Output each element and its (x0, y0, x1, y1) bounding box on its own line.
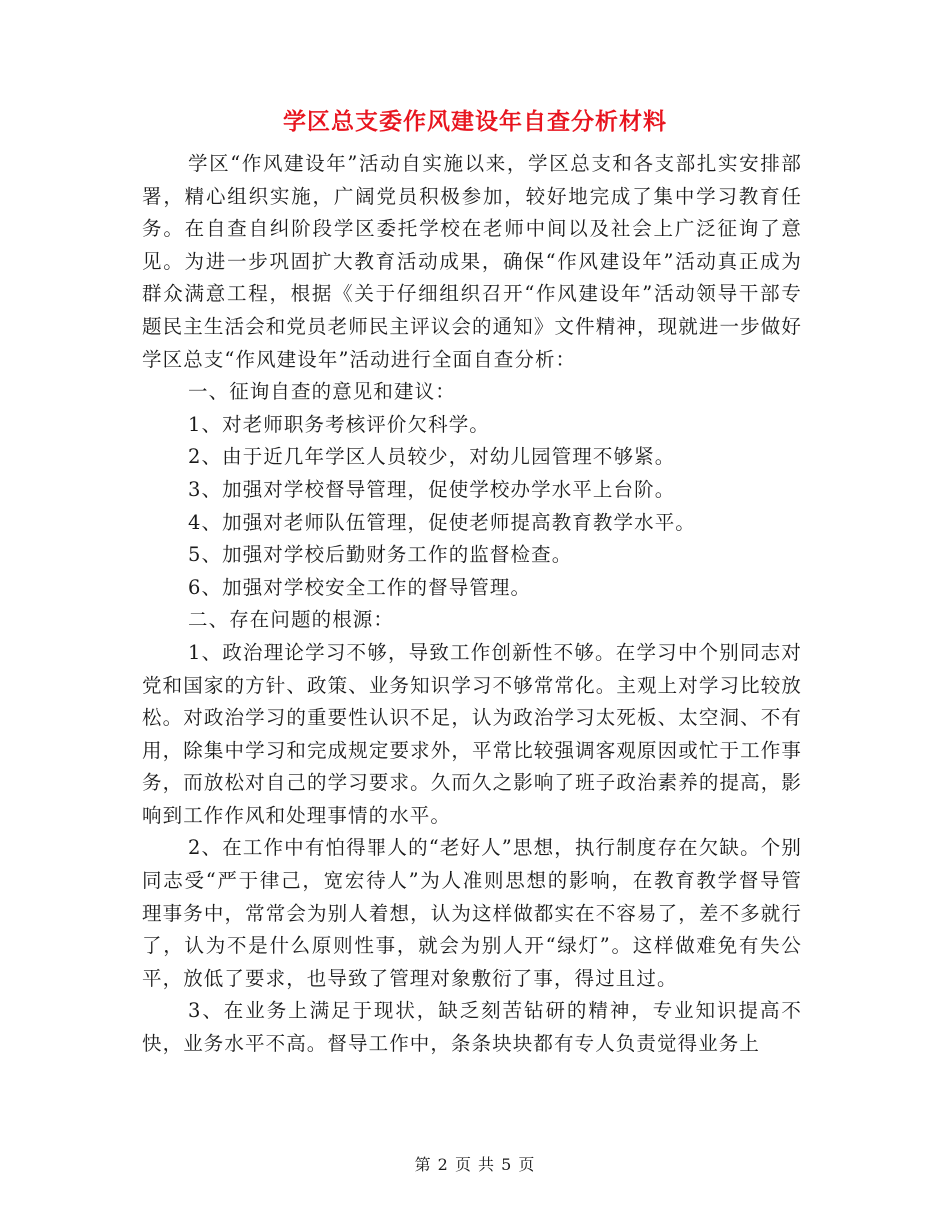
list-item: 3、加强对学校督导管理，促使学校办学水平上台阶。 (188, 477, 676, 501)
body-paragraph: 1、政治理论学习不够，导致工作创新性不够。在学习中个别同志对党和国家的方针、政策、业务知识学习不够常常化。主观上对学习比较放松。对政治学习的重要性认识不足，认为政治学习太死板、太空洞、不有用，除集中学习和完成规定要求外，平常比较强调客观原因或忙于工作事务，而放松对自己的学习要求。久而久之影响了班子政治素养的提高，影响到工作作风和处理事情的水平。 (142, 640, 802, 827)
list-item: 6、加强对学校安全工作的督导管理。 (188, 575, 532, 599)
list-item: 4、加强对老师队伍管理，促使老师提高教育教学水平。 (188, 510, 696, 534)
section-heading-1: 一、征询自查的意见和建议： (188, 380, 456, 404)
intro-paragraph: 学区“作风建设年”活动自实施以来，学区总支和各支部扎实安排部署，精心组织实施，广阔党员积极参加，较好地完成了集中学习教育任务。在自查自纠阶段学区委托学校在老师中间以及社会上广泛征询了意见。为进一步巩固扩大教育活动成果，确保“作风建设年”活动真正成为群众满意工程，根据《关于仔细组织召开“作风建设年”活动领导干部专题民主生活会和党员老师民主评议会的通知》文件精神，现就进一步做好学区总支“作风建设年”活动进行全面自查分析： (142, 152, 802, 371)
body-paragraph: 2、在工作中有怕得罪人的“老好人”思想，执行制度存在欠缺。个别同志受“严于律己，宽宏待人”为人准则思想的影响，在教育教学督导管理事务中，常常会为别人着想，认为这样做都实在不容易了，差不多就行了，认为不是什么原则性事，就会为别人开“绿灯”。这样做难免有失公平，放低了要求，也导致了管理对象敷衍了事，得过且过。 (142, 836, 802, 990)
list-item: 2、由于近几年学区人员较少，对幼儿园管理不够紧。 (188, 445, 676, 469)
list-item: 5、加强对学校后勤财务工作的监督检查。 (188, 543, 573, 567)
list-item: 1、对老师职务考核评价欠科学。 (188, 412, 490, 436)
page-footer: 第 2 页 共 5 页 (414, 1155, 536, 1174)
document-title: 学区总支委作风建设年自查分析材料 (283, 109, 667, 135)
document-body (142, 148, 802, 1061)
section-heading-2: 二、存在问题的根源： (188, 608, 395, 632)
body-paragraph: 3、在业务上满足于现状，缺乏刻苦钻研的精神，专业知识提高不快，业务水平不高。督导工作中，条条块块都有专人负责觉得业务上 (142, 999, 802, 1056)
